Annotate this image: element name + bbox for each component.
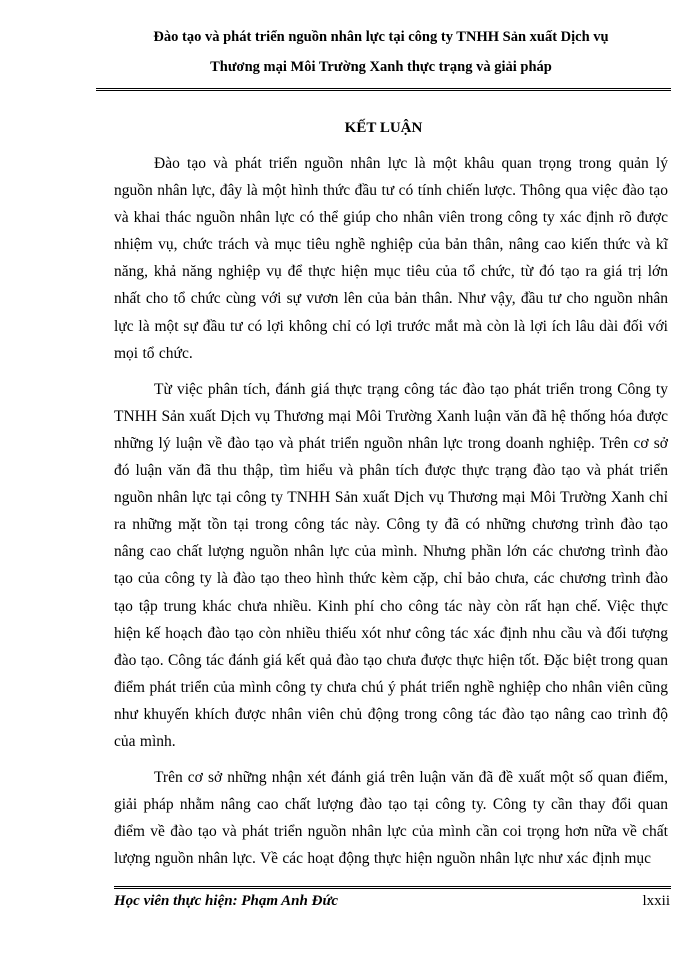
paragraph-2: Từ việc phân tích, đánh giá thực trạng công tác đào tạo phát triển trong Công ty TNHH Sản xuất Dịch vụ Thương mại Môi Trường Xanh luận văn đã hệ thống hóa được những lý luận về đào tạo và phát triển nguồn nhân lực trong doanh nghiệp. Trên cơ sở đó luận văn đã thu thập, tìm hiểu và phân tích được thực trạng đào tạo và phát triển nguồn nhân lực tại công ty TNHH Sản xuất Dịch vụ Thương mại Môi Trường Xanh chỉ ra những mặt tồn tại trong công tác này. Công ty đã có những chương trình đào tạo nâng cao chất lượng nguồn nhân lực của mình. Nhưng phần lớn các chương trình đào tạo của công ty là đào tạo theo hình thức kèm cặp, chỉ bảo chưa, các chương trình đào tạo tập trung khác chưa nhiều. Kinh phí cho công tác này còn rất hạn chế. Việc thực hiện kế hoạch đào tạo còn nhiều thiếu xót như công tác xác định nhu cầu và đối tượng đào tạo. Công tác đánh giá kết quả đào tạo chưa được thực hiện tốt. Đặc biệt trong quan điểm phát triển của mình công ty chưa chú ý phát triển nghề nghiệp cho nhân viên cũng như khuyến khích được nhân viên chủ động trong công tác đào tạo nâng cao trình độ của mình. xyxy=(114,380,668,750)
paragraph-3: Trên cơ sở những nhận xét đánh giá trên luận văn đã đề xuất một số quan điểm, giải pháp nhằm nâng cao chất lượng đào tạo tại công ty. Công ty cần thay đổi quan điểm về đào tạo và phát triển nguồn nhân lực của mình cần coi trọng hơn nữa về chất lượng nguồn nhân lực. Về các hoạt động thực hiện nguồn nhân lực như xác định mục xyxy=(114,769,668,868)
footer-divider xyxy=(114,886,671,889)
header-line-1: Đào tạo và phát triển nguồn nhân lực tại công ty TNHH Sản xuất Dịch vụ xyxy=(153,29,609,45)
footer-author: Học viên thực hiện: Phạm Anh Đức xyxy=(114,893,339,909)
paragraph-1: Đào tạo và phát triển nguồn nhân lực là một khâu quan trọng trong quản lý nguồn nhân lực, đây là một hình thức đầu tư có tính chiến lược. Thông qua việc đào tạo và khai thác nguồn nhân lực có thể giúp cho nhân viên trong công ty xác định rõ được nhiệm vụ, chức trách và mục tiêu nghề nghiệp của bản thân, nâng cao kiến thức và kĩ năng, khả năng nghiệp vụ để thực hiện mục tiêu của tổ chức, từ đó tạo ra giá trị lớn nhất cho tổ chức cùng với sự vươn lên của bản thân. Như vậy, đầu tư cho nguồn nhân lực là một sự đầu tư có lợi không chỉ có lợi trước mắt mà còn là lợi ích lâu dài đối với mọi tổ chức. xyxy=(114,155,668,362)
page-header xyxy=(96,22,666,82)
header-divider xyxy=(96,88,671,91)
page-number: lxxii xyxy=(642,893,670,909)
document-body xyxy=(114,150,668,881)
header-line-2: Thương mại Môi Trường Xanh thực trạng và giải pháp xyxy=(210,59,552,75)
section-title: KẾT LUẬN xyxy=(344,120,423,136)
